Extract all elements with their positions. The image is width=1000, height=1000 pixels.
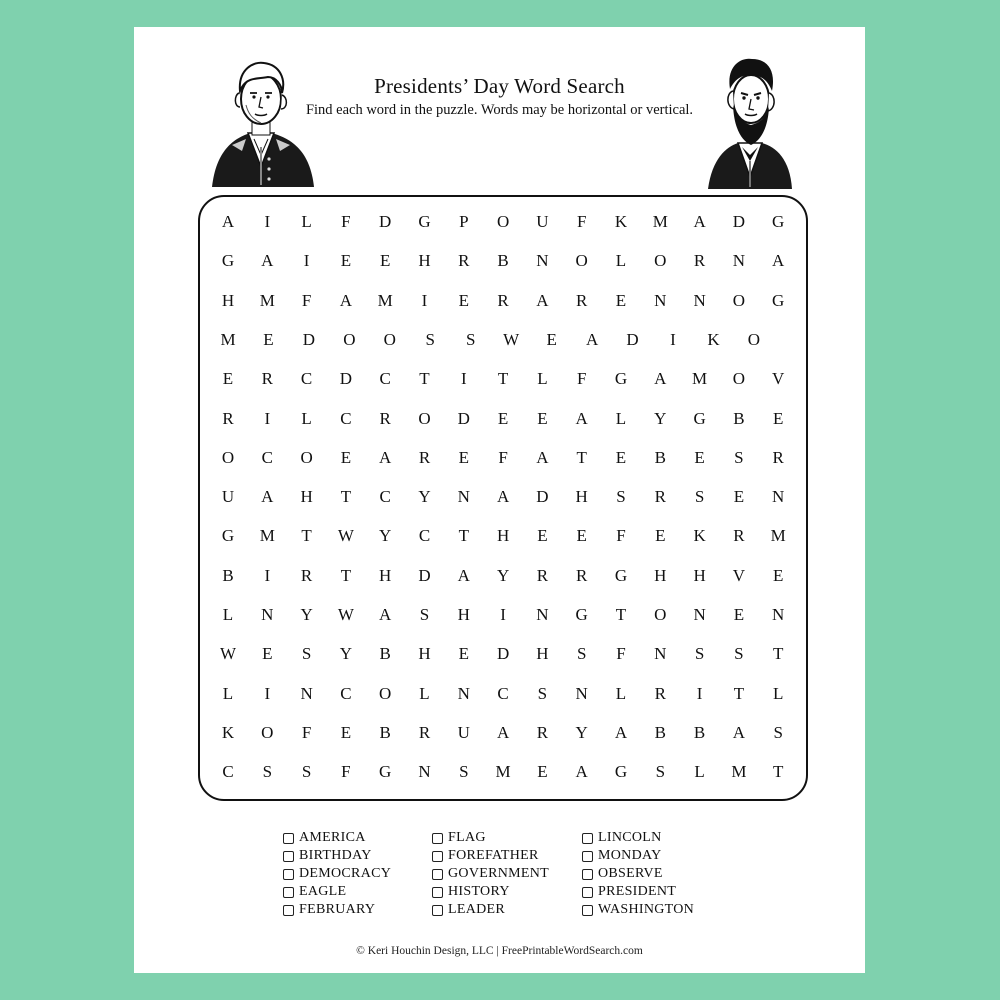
- grid-letter[interactable]: V: [732, 565, 746, 585]
- grid-letter[interactable]: L: [419, 683, 430, 703]
- grid-letter[interactable]: R: [418, 722, 431, 742]
- grid-letter[interactable]: E: [340, 447, 352, 467]
- word-list-column: [432, 829, 549, 919]
- grid-letter[interactable]: I: [264, 408, 271, 428]
- grid-letter[interactable]: Y: [379, 526, 392, 546]
- grid-letter[interactable]: A: [339, 290, 353, 310]
- grid-letter[interactable]: F: [301, 722, 312, 742]
- grid-letter[interactable]: T: [301, 526, 312, 546]
- word-list-item: [582, 901, 694, 919]
- word-list-item: [432, 865, 549, 883]
- grid-letter[interactable]: S: [425, 329, 435, 349]
- grid-letter[interactable]: L: [615, 408, 627, 428]
- grid-letter[interactable]: E: [694, 447, 705, 467]
- grid-letter[interactable]: H: [300, 487, 313, 507]
- grid-letter[interactable]: M: [220, 329, 236, 349]
- grid-letter[interactable]: N: [693, 605, 706, 624]
- grid-letter[interactable]: T: [576, 447, 587, 467]
- grid-letter[interactable]: I: [264, 565, 271, 585]
- grid-letter[interactable]: T: [772, 762, 784, 782]
- grid-letter[interactable]: G: [614, 762, 628, 782]
- grid-letter[interactable]: S: [262, 762, 273, 782]
- grid-letter[interactable]: O: [383, 329, 396, 349]
- word-list-item: [432, 829, 549, 847]
- word-list-item: [283, 883, 391, 901]
- grid-letter[interactable]: N: [575, 683, 588, 703]
- grid-letter[interactable]: U: [457, 722, 470, 742]
- grid-letter[interactable]: D: [496, 644, 510, 664]
- grid-letter[interactable]: T: [419, 369, 430, 389]
- word-list-column: [582, 829, 694, 919]
- grid-letter[interactable]: H: [693, 565, 706, 585]
- grid-letter[interactable]: B: [654, 722, 666, 742]
- grid-letter[interactable]: S: [301, 762, 312, 782]
- worksheet-page: [134, 27, 865, 973]
- grid-letter[interactable]: N: [536, 251, 549, 271]
- word-checkbox[interactable]: [283, 869, 294, 880]
- grid-letter[interactable]: L: [537, 369, 548, 389]
- word-checkbox[interactable]: [582, 851, 593, 862]
- grid-letter[interactable]: A: [585, 329, 599, 349]
- grid-letter[interactable]: O: [575, 251, 588, 271]
- grid-letter[interactable]: M: [259, 526, 275, 546]
- grid-letter[interactable]: H: [457, 605, 470, 624]
- grid-letter[interactable]: B: [654, 447, 666, 467]
- word-checkbox[interactable]: [432, 887, 443, 898]
- grid-letter[interactable]: G: [693, 408, 706, 428]
- grid-letter[interactable]: R: [458, 251, 470, 271]
- grid-letter[interactable]: E: [222, 369, 234, 389]
- grid-letter[interactable]: W: [337, 526, 354, 546]
- grid-letter[interactable]: O: [654, 251, 667, 271]
- grid-letter[interactable]: S: [301, 644, 312, 664]
- grid-letter[interactable]: A: [496, 487, 510, 507]
- grid-letter[interactable]: G: [614, 369, 628, 389]
- word-list-item: [283, 865, 391, 883]
- grid-letter[interactable]: A: [457, 565, 470, 585]
- word-list-item: [432, 847, 549, 865]
- grid-letter[interactable]: Y: [339, 644, 353, 664]
- word-checkbox[interactable]: [283, 851, 294, 862]
- word-label: LEADER: [448, 902, 506, 917]
- grid-letter[interactable]: R: [654, 487, 666, 507]
- grid-letter[interactable]: R: [733, 526, 745, 546]
- grid-letter[interactable]: D: [339, 369, 353, 389]
- grid-letter[interactable]: G: [772, 212, 785, 231]
- grid-letter[interactable]: S: [773, 722, 783, 742]
- word-checkbox[interactable]: [582, 905, 593, 916]
- grid-letter[interactable]: N: [536, 605, 549, 624]
- grid-letter[interactable]: A: [575, 762, 588, 782]
- grid-letter[interactable]: R: [536, 565, 549, 585]
- grid-letter[interactable]: I: [303, 251, 310, 271]
- grid-letter[interactable]: K: [707, 329, 720, 349]
- grid-letter[interactable]: B: [222, 565, 234, 585]
- grid-letter[interactable]: S: [694, 644, 705, 664]
- grid-letter[interactable]: R: [261, 369, 273, 389]
- grid-letter[interactable]: T: [458, 526, 469, 546]
- grid-letter[interactable]: N: [300, 683, 313, 703]
- word-list-item: [432, 883, 549, 901]
- grid-letter[interactable]: N: [261, 605, 274, 624]
- grid-letter[interactable]: N: [457, 683, 470, 703]
- grid-letter[interactable]: E: [537, 526, 548, 546]
- word-checkbox[interactable]: [283, 833, 294, 844]
- grid-letter[interactable]: G: [379, 762, 392, 782]
- word-checkbox[interactable]: [582, 869, 593, 880]
- grid-letter[interactable]: H: [418, 644, 431, 664]
- grid-letter[interactable]: D: [379, 212, 392, 231]
- grid-letter[interactable]: A: [654, 369, 667, 389]
- grid-letter[interactable]: E: [772, 408, 784, 428]
- grid-letter[interactable]: U: [221, 487, 235, 507]
- grid-letter[interactable]: E: [458, 290, 469, 310]
- grid-letter[interactable]: I: [500, 605, 506, 624]
- grid-letter[interactable]: O: [747, 329, 761, 349]
- grid-letter[interactable]: F: [616, 644, 626, 664]
- grid-letter[interactable]: R: [693, 251, 706, 271]
- grid-letter[interactable]: N: [772, 487, 785, 507]
- grid-letter[interactable]: E: [615, 290, 627, 310]
- word-list-item: [582, 865, 694, 883]
- word-list-item: [432, 901, 549, 919]
- word-checkbox[interactable]: [582, 887, 593, 898]
- grid-letter[interactable]: C: [340, 683, 352, 703]
- grid-letter[interactable]: E: [340, 722, 352, 742]
- grid-letter[interactable]: H: [496, 526, 510, 546]
- word-label: DEMOCRACY: [299, 866, 392, 881]
- word-checkbox[interactable]: [283, 905, 294, 916]
- grid-letter[interactable]: U: [536, 212, 549, 231]
- word-checkbox[interactable]: [432, 869, 443, 880]
- word-label: FLAG: [448, 830, 486, 845]
- grid-letter[interactable]: S: [576, 644, 587, 664]
- grid-letter[interactable]: I: [460, 369, 467, 389]
- grid-letter[interactable]: R: [418, 447, 431, 467]
- word-checkbox[interactable]: [432, 833, 443, 844]
- grid-letter[interactable]: W: [337, 605, 354, 624]
- grid-letter[interactable]: N: [732, 251, 746, 271]
- grid-letter[interactable]: E: [733, 487, 745, 507]
- grid-letter[interactable]: E: [537, 408, 548, 428]
- grid-letter[interactable]: D: [418, 565, 431, 585]
- grid-letter[interactable]: W: [503, 329, 520, 349]
- grid-letter[interactable]: N: [693, 290, 706, 310]
- grid-letter[interactable]: L: [694, 762, 705, 782]
- grid-letter[interactable]: A: [536, 290, 549, 310]
- grid-letter[interactable]: H: [654, 565, 667, 585]
- grid-letter[interactable]: L: [772, 683, 784, 703]
- grid-letter[interactable]: S: [459, 762, 469, 782]
- grid-letter[interactable]: E: [537, 762, 548, 782]
- copyright-footer: © Keri Houchin Design, LLC | FreePrintableWordSearch.com: [356, 945, 643, 957]
- grid-letter[interactable]: N: [654, 290, 667, 310]
- grid-letter[interactable]: S: [466, 329, 476, 349]
- grid-letter[interactable]: I: [264, 683, 271, 703]
- word-checkbox[interactable]: [582, 833, 593, 844]
- grid-letter[interactable]: H: [418, 251, 431, 271]
- grid-letter[interactable]: M: [377, 290, 393, 310]
- word-list-column: [283, 829, 391, 919]
- word-label: FEBRUARY: [299, 902, 376, 917]
- grid-letter[interactable]: I: [696, 683, 703, 703]
- word-list-item: [283, 901, 391, 919]
- grid-letter[interactable]: D: [732, 212, 746, 231]
- grid-letter[interactable]: B: [733, 408, 745, 428]
- word-label: PRESIDENT: [598, 884, 677, 899]
- grid-letter[interactable]: O: [496, 212, 510, 231]
- grid-letter[interactable]: A: [379, 447, 392, 467]
- word-checkbox[interactable]: [432, 905, 443, 916]
- grid-letter[interactable]: A: [261, 487, 274, 507]
- grid-letter[interactable]: Y: [300, 605, 313, 624]
- grid-letter[interactable]: F: [576, 212, 587, 231]
- word-label: LINCOLN: [598, 830, 662, 845]
- grid-letter[interactable]: R: [772, 447, 784, 467]
- grid-letter[interactable]: H: [536, 644, 549, 664]
- grid-letter[interactable]: N: [418, 762, 431, 782]
- grid-letter[interactable]: R: [497, 290, 509, 310]
- grid-letter[interactable]: G: [772, 290, 785, 310]
- grid-letter[interactable]: E: [263, 329, 274, 349]
- grid-letter[interactable]: E: [379, 251, 391, 271]
- grid-letter[interactable]: B: [379, 722, 391, 742]
- grid-letter[interactable]: A: [379, 605, 392, 624]
- grid-letter[interactable]: S: [655, 762, 666, 782]
- word-checkbox[interactable]: [432, 851, 443, 862]
- grid-letter[interactable]: T: [772, 644, 784, 664]
- grid-letter[interactable]: P: [459, 212, 469, 231]
- grid-letter[interactable]: R: [222, 408, 234, 428]
- grid-letter[interactable]: B: [497, 251, 509, 271]
- grid-letter[interactable]: E: [458, 447, 469, 467]
- grid-letter[interactable]: O: [221, 447, 235, 467]
- grid-letter[interactable]: A: [496, 722, 510, 742]
- grid-letter[interactable]: L: [301, 212, 312, 231]
- grid-letter[interactable]: E: [576, 526, 587, 546]
- grid-letter[interactable]: R: [379, 408, 391, 428]
- grid-letter[interactable]: C: [379, 369, 391, 389]
- grid-letter[interactable]: O: [343, 329, 356, 349]
- word-list-item: [283, 847, 391, 865]
- grid-letter[interactable]: A: [772, 251, 785, 271]
- grid-letter[interactable]: W: [219, 644, 237, 664]
- grid-letter[interactable]: Y: [575, 722, 588, 742]
- grid-letter[interactable]: E: [497, 408, 509, 428]
- word-label: FOREFATHER: [448, 848, 539, 863]
- word-label: GOVERNMENT: [448, 866, 549, 881]
- grid-letter[interactable]: C: [418, 526, 431, 546]
- grid-letter[interactable]: L: [222, 683, 234, 703]
- word-label: AMERICA: [299, 830, 366, 845]
- word-label: MONDAY: [598, 848, 662, 863]
- word-checkbox[interactable]: [283, 887, 294, 898]
- word-label: BIRTHDAY: [299, 848, 372, 863]
- grid-letter[interactable]: S: [734, 644, 744, 664]
- grid-letter[interactable]: I: [421, 290, 428, 310]
- grid-letter[interactable]: F: [341, 762, 351, 782]
- grid-letter[interactable]: K: [221, 722, 235, 742]
- grid-letter[interactable]: O: [654, 605, 667, 624]
- grid-letter[interactable]: E: [772, 565, 784, 585]
- grid-letter[interactable]: A: [614, 722, 628, 742]
- word-search-grid: [198, 195, 808, 801]
- grid-letter[interactable]: M: [692, 369, 708, 389]
- grid-letter[interactable]: C: [222, 762, 234, 782]
- grid-letter[interactable]: L: [301, 408, 312, 428]
- grid-letter[interactable]: A: [575, 408, 588, 428]
- grid-letter[interactable]: F: [616, 526, 626, 546]
- grid-letter[interactable]: A: [693, 212, 706, 231]
- grid-letter[interactable]: O: [300, 447, 313, 467]
- grid-letter[interactable]: Y: [418, 487, 431, 507]
- grid-letter[interactable]: T: [340, 487, 352, 507]
- grid-letter[interactable]: C: [300, 369, 313, 389]
- grid-letter[interactable]: E: [615, 447, 627, 467]
- grid-letter[interactable]: G: [418, 212, 431, 231]
- grid-letter[interactable]: D: [536, 487, 549, 507]
- grid-letter[interactable]: L: [222, 605, 234, 624]
- grid-letter[interactable]: Y: [496, 565, 510, 585]
- grid-letter[interactable]: O: [261, 722, 274, 742]
- grid-letter[interactable]: S: [734, 447, 744, 467]
- grid-letter[interactable]: F: [498, 447, 508, 467]
- word-label: OBSERVE: [598, 866, 663, 881]
- grid-letter[interactable]: E: [262, 644, 273, 664]
- grid-letter[interactable]: O: [732, 369, 746, 389]
- grid-letter[interactable]: D: [457, 408, 470, 428]
- word-label: HISTORY: [448, 884, 510, 899]
- grid-letter[interactable]: N: [654, 644, 667, 664]
- grid-letter[interactable]: A: [221, 212, 235, 231]
- grid-letter[interactable]: E: [655, 526, 666, 546]
- grid-letter[interactable]: I: [670, 329, 676, 349]
- grid-letter[interactable]: E: [458, 644, 469, 664]
- grid-letter[interactable]: S: [694, 487, 705, 507]
- grid-letter[interactable]: E: [546, 329, 557, 349]
- grid-letter[interactable]: D: [302, 329, 316, 349]
- grid-letter[interactable]: O: [379, 683, 392, 703]
- grid-letter[interactable]: F: [301, 290, 312, 310]
- grid-letter[interactable]: R: [576, 290, 588, 310]
- grid-letter[interactable]: S: [616, 487, 626, 507]
- word-label: WASHINGTON: [598, 902, 695, 917]
- grid-letter[interactable]: T: [615, 605, 627, 624]
- grid-letter[interactable]: G: [575, 605, 588, 624]
- abraham-lincoln-portrait-icon: [704, 49, 796, 189]
- grid-letter[interactable]: H: [575, 487, 588, 507]
- grid-letter[interactable]: L: [615, 251, 627, 271]
- grid-letter[interactable]: G: [614, 565, 628, 585]
- grid-letter[interactable]: R: [654, 683, 666, 703]
- grid-letter[interactable]: A: [536, 447, 549, 467]
- grid-letter[interactable]: M: [495, 762, 511, 782]
- grid-letter[interactable]: E: [340, 251, 352, 271]
- grid-letter[interactable]: D: [626, 329, 639, 349]
- grid-letter[interactable]: Y: [654, 408, 667, 428]
- grid-letter[interactable]: O: [732, 290, 746, 310]
- page-title: Presidents’ Day Word Search: [374, 74, 625, 98]
- grid-letter[interactable]: B: [379, 644, 391, 664]
- grid-letter[interactable]: N: [772, 605, 785, 624]
- grid-letter[interactable]: R: [300, 565, 313, 585]
- grid-letter[interactable]: N: [457, 487, 470, 507]
- grid-letter[interactable]: C: [497, 683, 509, 703]
- word-list: [134, 829, 865, 929]
- grid-letter[interactable]: T: [497, 369, 509, 389]
- grid-letter[interactable]: M: [259, 290, 275, 310]
- grid-letter[interactable]: L: [615, 683, 627, 703]
- word-list-item: [582, 883, 694, 901]
- grid-letter[interactable]: C: [340, 408, 352, 428]
- grid-letter[interactable]: R: [536, 722, 549, 742]
- grid-letter[interactable]: B: [693, 722, 706, 742]
- grid-letter[interactable]: K: [614, 212, 628, 231]
- word-label: EAGLE: [299, 884, 347, 899]
- grid-letter[interactable]: H: [379, 565, 392, 585]
- grid-letter[interactable]: M: [731, 762, 747, 782]
- word-list-item: [283, 829, 391, 847]
- grid-letter[interactable]: F: [576, 369, 587, 389]
- grid-letter[interactable]: T: [733, 683, 745, 703]
- grid-letter[interactable]: F: [341, 212, 351, 231]
- grid-letter[interactable]: S: [419, 605, 430, 624]
- grid-letter[interactable]: M: [652, 212, 668, 231]
- grid-letter[interactable]: O: [418, 408, 431, 428]
- word-list-item: [582, 829, 694, 847]
- grid-letter[interactable]: I: [264, 212, 271, 231]
- grid-letter[interactable]: M: [770, 526, 786, 546]
- grid-letter[interactable]: A: [732, 722, 746, 742]
- grid-letter[interactable]: V: [772, 369, 785, 389]
- grid-letter[interactable]: S: [537, 683, 548, 703]
- grid-letter[interactable]: G: [221, 526, 235, 546]
- word-list-item: [582, 847, 694, 865]
- grid-letter[interactable]: E: [733, 605, 745, 624]
- grid-letter[interactable]: T: [340, 565, 352, 585]
- instructions: Find each word in the puzzle. Words may be horizontal or vertical.: [305, 102, 694, 118]
- grid-letter[interactable]: G: [221, 251, 235, 271]
- grid-letter[interactable]: A: [261, 251, 274, 271]
- grid-letter[interactable]: R: [576, 565, 588, 585]
- grid-letter[interactable]: C: [379, 487, 391, 507]
- grid-letter[interactable]: K: [693, 526, 706, 546]
- grid-letter[interactable]: H: [221, 290, 235, 310]
- grid-letter[interactable]: C: [261, 447, 273, 467]
